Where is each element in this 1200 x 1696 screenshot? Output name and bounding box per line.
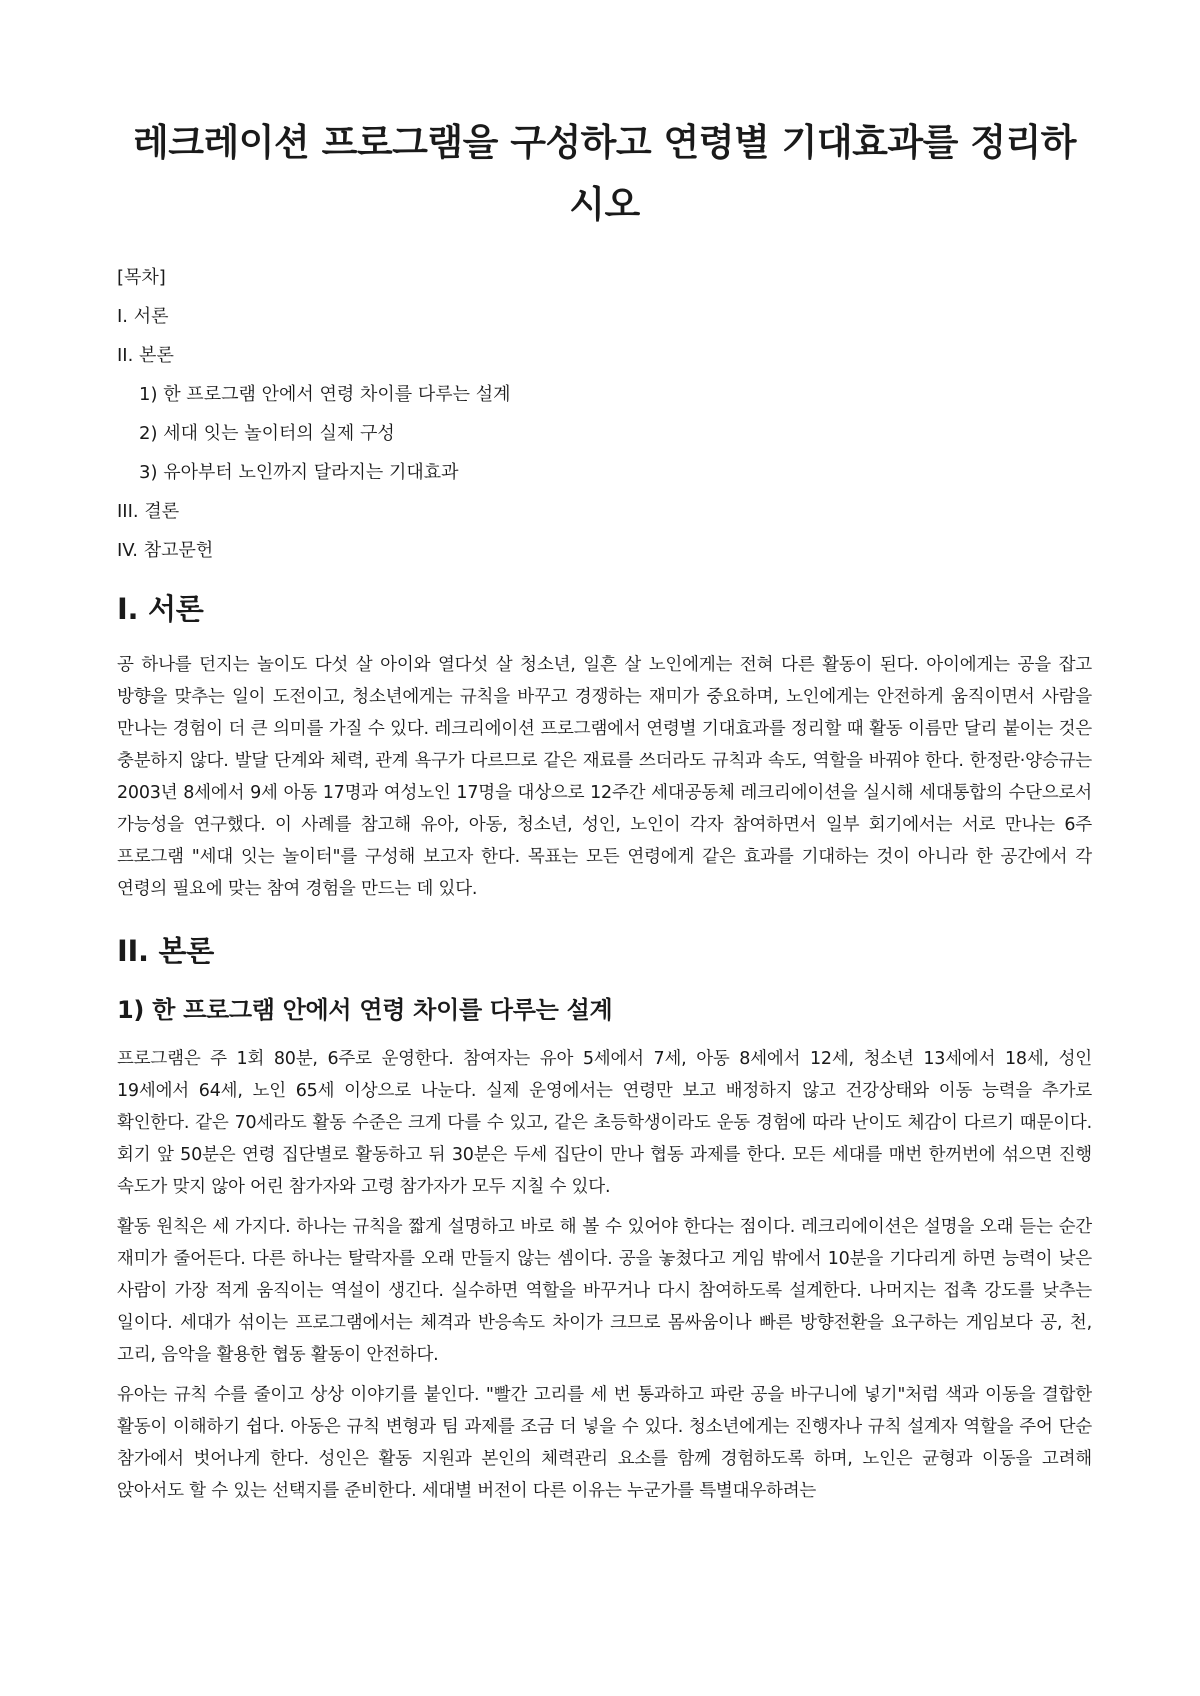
- toc-item: III. 결론: [117, 501, 180, 522]
- subsection-heading: 1) 한 프로그램 안에서 연령 차이를 다루는 설계: [117, 996, 613, 1024]
- table-of-contents: [117, 266, 1092, 563]
- toc-item: II. 본론: [117, 345, 174, 366]
- body-paragraph: 공 하나를 던지는 놀이도 다섯 살 아이와 열다섯 살 청소년, 일흔 살 노인에게는 전혀 다른 활동이 된다. 아이에게는 공을 잡고 방향을 맞추는 일이 도전이고, 청소년에게는 규칙을 바꾸고 경쟁하는 재미가 중요하며, 노인에게는 안전하게 움직이면서 사람을 만나는 경험이 더 큰 의미를 가질 수 있다. 레크리에이션 프로그램에서 연령별 기대효과를 정리할 때 활동 이름만 달리 붙이는 것은 충분하지 않다. 발달 단계와 체력, 관계 욕구가 다르므로 같은 재료를 쓰더라도 규칙과 속도, 역할을 바꿔야 한다. 한정란·양승규는 2003년 8세에서 9세 아동 17명과 여성노인 17명을 대상으로 12주간 세대공동체 레크리에이션을 실시해 세대통합의 수단으로서 가능성을 연구했다. 이 사례를 참고해 유아, 아동, 청소년, 성인, 노인이 각자 참여하면서 일부 회기에서는 서로 만나는 6주 프로그램 "세대 잇는 놀이터"를 구성해 보고자 한다. 목표는 모든 연령에게 같은 효과를 기대하는 것이 아니라 한 공간에서 각 연령의 필요에 맞는 참여 경험을 만드는 데 있다.: [117, 655, 1092, 899]
- toc-item: 2) 세대 잇는 놀이터의 실제 구성: [139, 423, 395, 444]
- section-heading-body: II. 본론: [117, 934, 214, 968]
- body-paragraph: 프로그램은 주 1회 80분, 6주로 운영한다. 참여자는 유아 5세에서 7세, 아동 8세에서 12세, 청소년 13세에서 18세, 성인 19세에서 64세, 노인 65세 이상으로 나눈다. 실제 운영에서는 연령만 보고 배정하지 않고 건강상태와 이동 능력을 추가로 확인한다. 같은 70세라도 활동 수준은 크게 다를 수 있고, 같은 초등학생이라도 운동 경험에 따라 난이도 체감이 다르기 때문이다. 회기 앞 50분은 연령 집단별로 활동하고 뒤 30분은 두세 집단이 만나 협동 과제를 한다. 모든 세대를 매번 한꺼번에 섞으면 진행 속도가 맞지 않아 어린 참가자와 고령 참가자가 모두 지칠 수 있다.: [117, 1049, 1092, 1197]
- toc-item: I. 서론: [117, 306, 169, 327]
- body-paragraph: 활동 원칙은 세 가지다. 하나는 규칙을 짧게 설명하고 바로 해 볼 수 있어야 한다는 점이다. 레크리에이션은 설명을 오래 듣는 순간 재미가 줄어든다. 다른 하나는 탈락자를 오래 만들지 않는 셈이다. 공을 놓쳤다고 게임 밖에서 10분을 기다리게 하면 능력이 낮은 사람이 가장 적게 움직이는 역설이 생긴다. 실수하면 역할을 바꾸거나 다시 참여하도록 설계한다. 나머지는 접촉 강도를 낮추는 일이다. 세대가 섞이는 프로그램에서는 체격과 반응속도 차이가 크므로 몸싸움이나 빠른 방향전환을 요구하는 게임보다 공, 천, 고리, 음악을 활용한 협동 활동이 안전하다.: [117, 1217, 1092, 1365]
- toc-item: 3) 유아부터 노인까지 달라지는 기대효과: [139, 462, 459, 483]
- body-paragraph: 유아는 규칙 수를 줄이고 상상 이야기를 붙인다. "빨간 고리를 세 번 통과하고 파란 공을 바구니에 넣기"처럼 색과 이동을 결합한 활동이 이해하기 쉽다. 아동은 규칙 변형과 팀 과제를 조금 더 넣을 수 있다. 청소년에게는 진행자나 규칙 설계자 역할을 주어 단순 참가에서 벗어나게 한다. 성인은 활동 지원과 본인의 체력관리 요소를 함께 경험하도록 하며, 노인은 균형과 이동을 고려해 앉아서도 할 수 있는 선택지를 준비한다. 세대별 버전이 다른 이유는 누군가를 특별대우하려는: [117, 1385, 1092, 1501]
- toc-item: IV. 참고문헌: [117, 540, 214, 561]
- section-heading-intro: I. 서론: [117, 592, 204, 626]
- toc-item: [목차]: [117, 267, 166, 288]
- document-title: 레크레이션 프로그램을 구성하고 연령별 기대효과를 정리하시오: [133, 121, 1076, 226]
- toc-item: 1) 한 프로그램 안에서 연령 차이를 다루는 설계: [139, 384, 511, 405]
